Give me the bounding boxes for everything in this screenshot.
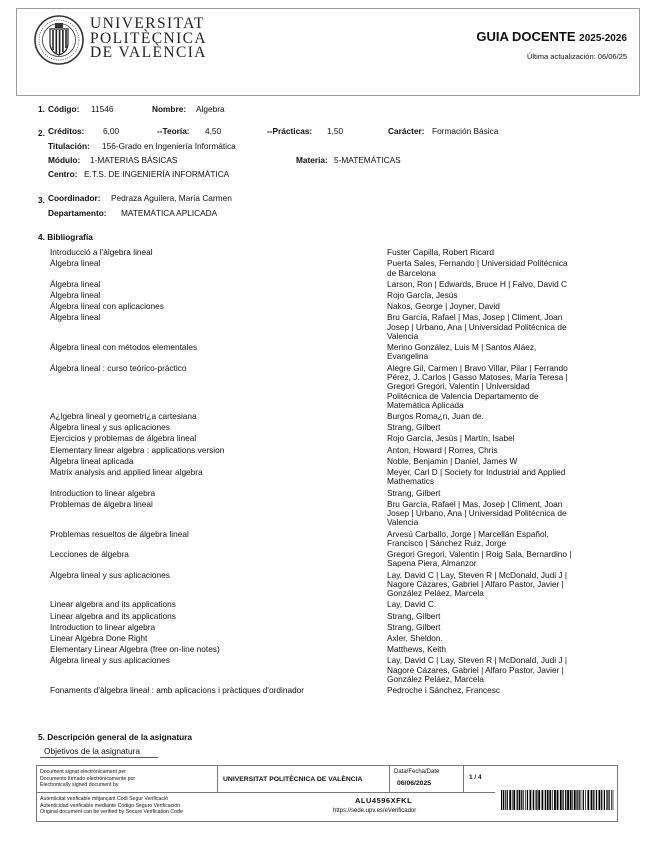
signer-cell bbox=[217, 766, 390, 792]
section-number-3: 3. bbox=[38, 195, 45, 205]
bibliography-authors: Josep | Urbano, Ana | Universidad Politécnica de bbox=[387, 321, 567, 332]
bibliography-authors: Strang, Gilbert bbox=[387, 422, 441, 433]
bibliography-authors: Axler, Sheldon. bbox=[387, 632, 443, 643]
barcode bbox=[501, 790, 615, 810]
page-number: 1 / 4 bbox=[469, 774, 482, 781]
bibliography-authors: González Peláez, Marcela bbox=[387, 673, 484, 684]
university-name bbox=[90, 17, 207, 61]
bibliography-authors: Bru García, Rafael | Mas, Josep | Climent, Joan bbox=[387, 498, 563, 509]
university-name-line: UNIVERSITAT bbox=[90, 15, 205, 32]
bibliography-authors: Merino González, Luis M | Santos Aláez, bbox=[387, 342, 537, 353]
section-number-1: 1. bbox=[38, 104, 45, 114]
bibliography-title: Ejercicios y problemas de álgebra lineal bbox=[50, 433, 197, 444]
bibliography-title: Problemas resueltos de álgebra lineal bbox=[50, 528, 189, 539]
coordinador-value: Pedraza Aguilera, María Carmen bbox=[111, 193, 232, 203]
modulo-label: Módulo: bbox=[48, 155, 81, 165]
bibliography-title: Álgebra lineal y sus aplicaciones bbox=[50, 422, 170, 433]
bibliography-authors: Strang, Gilbert bbox=[387, 610, 441, 621]
footer-divider bbox=[37, 792, 495, 793]
guide-title bbox=[476, 29, 627, 44]
bibliography-authors: Mathematics bbox=[387, 476, 435, 487]
bibliography-title: Elementary linear algebra : applications version bbox=[50, 444, 225, 455]
nombre-value: Algebra bbox=[196, 104, 225, 114]
date-label: Data/Fecha/Date bbox=[394, 769, 440, 775]
nombre-label: Nombre: bbox=[152, 104, 187, 114]
bibliography-authors: Strang, Gilbert bbox=[387, 621, 441, 632]
bibliography-title: Linear algebra and its applications bbox=[50, 599, 176, 610]
verification-line: Autenticidad verificable mediante Código Seguro Verificación bbox=[40, 802, 181, 809]
practicas-value: 1,50 bbox=[327, 126, 344, 136]
guide-title-text: GUIA DOCENTE bbox=[476, 29, 576, 44]
bibliography-authors: Bru García, Rafael | Mas, Josep | Climent, Joan bbox=[387, 312, 563, 323]
modulo-value: 1-MATERIAS BÁSICAS bbox=[90, 155, 178, 165]
teoria-label: --Teoría: bbox=[157, 126, 190, 136]
centro-label: Centro: bbox=[48, 169, 78, 179]
bibliography-title: Matrix analysis and applied linear algebra bbox=[50, 467, 203, 477]
centro-value: E.T.S. DE INGENIERÍA INFORMÁTICA bbox=[84, 169, 230, 179]
section-number-2: 2. bbox=[38, 128, 45, 138]
signer-name: UNIVERSITAT POLITÈCNICA DE VALÈNCIA bbox=[223, 776, 363, 783]
bibliography-authors: Valencia bbox=[387, 517, 419, 528]
bibliography-authors: Larson, Ron | Edwards, Bruce H | Falvo, David C bbox=[387, 278, 567, 289]
departamento-value: MATEMÁTICA APLICADA bbox=[121, 208, 218, 218]
creditos-value: 6,00 bbox=[103, 126, 120, 136]
signature-date: 06/06/2025 bbox=[397, 780, 432, 787]
bibliography-authors: Strang, Gilbert bbox=[387, 487, 441, 498]
bibliography-authors: González Peláez, Marcela bbox=[387, 588, 484, 599]
bibliography-title: Fonaments d'àlgebra lineal : amb aplicacions i pràctiques d'ordinador bbox=[50, 685, 305, 696]
bibliography-authors: Lay, David C. bbox=[387, 599, 437, 610]
bibliography-authors: Francisco | Sánchez Ruiz, Jorge bbox=[387, 537, 507, 548]
codigo-label: Código: bbox=[48, 104, 80, 114]
bibliography-authors: Gregori Gregori, Valentín | Roig Sala, Bernardino | bbox=[387, 549, 572, 559]
bibliography-authors: Nakos, George | Joyner, David bbox=[387, 301, 500, 312]
bibliography-authors: Lay, David C | Lay, Steven R | McDonald, Judi J | bbox=[387, 655, 568, 666]
materia-label: Materia: bbox=[296, 155, 328, 165]
objectives-underline bbox=[40, 757, 158, 758]
bibliography-authors: Puerta Sales, Fernando | Universidad Politécnica bbox=[387, 258, 568, 269]
caracter-label: Carácter: bbox=[388, 126, 425, 136]
bibliography-title: Álgebra lineal y sus aplicaciones bbox=[50, 655, 170, 666]
codigo-value: 11546 bbox=[91, 104, 114, 114]
materia-value: 5-MATEMÁTICAS bbox=[334, 155, 401, 165]
bibliography-authors: Valencia bbox=[387, 330, 419, 341]
bibliography-title: Álgebra lineal con aplicaciones bbox=[50, 301, 164, 312]
bibliography-title: Álgebra lineal con métodos elementales bbox=[50, 342, 198, 353]
verification-line: Original document can be verified by Secure Verification Code bbox=[40, 809, 183, 815]
verification-line: Autenticitat verificable mitjançant Codi Segur Verificació bbox=[40, 796, 169, 802]
bibliography-authors: Evangelina bbox=[387, 351, 429, 362]
university-seal-logo bbox=[34, 15, 84, 65]
bibliography-title: A¿lgebra lineal y geometri¿a cartesiana bbox=[50, 411, 197, 421]
bibliography-authors: Gregori Gregori, Valentín | Universidad bbox=[387, 381, 530, 392]
bibliography-authors: Noble, Benjamin | Daniel, James W bbox=[387, 455, 518, 466]
academic-year: 2025-2026 bbox=[579, 33, 627, 44]
bibliography-authors: Fuster Capilla, Robert Ricard bbox=[387, 247, 494, 257]
bibliography-title: Lecciones de álgebra bbox=[50, 549, 129, 559]
bibliography-title: Linear algebra and its applications bbox=[50, 610, 176, 621]
bibliography-title: Álgebra lineal bbox=[50, 289, 101, 300]
bibliography-title: Introducció a l'àlgebra lineal bbox=[50, 247, 153, 257]
bibliography-title: Álgebra lineal aplicada bbox=[50, 455, 134, 466]
verification-url[interactable]: https://sede.upv.es/eVerificador bbox=[333, 808, 417, 814]
coordinador-label: Coordinador: bbox=[48, 193, 101, 203]
bibliography-authors: Politécnica de Valencia Departamento de bbox=[387, 390, 539, 401]
signed-by-line: Document signat electrònicament per bbox=[40, 769, 126, 775]
titulacion-value: 156-Grado en Ingeniería Informática bbox=[102, 141, 236, 151]
departamento-label: Departamento: bbox=[48, 208, 107, 218]
bibliography-title: Introduction to linear algebra bbox=[50, 621, 156, 632]
last-update: Última actualización: 06/06/25 bbox=[526, 52, 627, 61]
bibliography-authors: Alegre Gil, Carmen | Bravo Villar, Pilar | Ferrando bbox=[387, 362, 568, 373]
caracter-value: Formación Básica bbox=[432, 126, 499, 136]
bibliography-authors: Burgos Roma¿n, Juan de. bbox=[387, 411, 484, 421]
date-cell bbox=[389, 766, 464, 792]
bibliography-authors: Rojo García, Jesús | Martín, Isabel bbox=[387, 433, 515, 444]
titulacion-label: Titulación: bbox=[48, 141, 90, 151]
bibliography-title: Álgebra lineal y sus aplicaciones bbox=[50, 569, 170, 580]
signed-by-line: Documento firmado electrónicamente por bbox=[40, 775, 136, 782]
creditos-label: Créditos: bbox=[48, 126, 85, 136]
bibliography-authors: de Barcelona bbox=[387, 267, 436, 278]
signed-by-line: Electronically signed document by bbox=[40, 782, 119, 788]
bibliography-authors: Matthews, Keith bbox=[387, 644, 447, 655]
bibliography-title: Álgebra lineal : curso teórico-práctico bbox=[50, 362, 187, 373]
bibliography-title: Álgebra lineal bbox=[50, 312, 101, 323]
bibliography-title: Elementary Linear Algebra (free on-line notes) bbox=[50, 644, 220, 655]
bibliography-authors: Matemática Aplicada bbox=[387, 399, 464, 410]
bibliography-title: Linear Algebra Done Right bbox=[50, 632, 148, 643]
bibliography-authors: Arvesú Carballo, Jorge | Marcellán Español, bbox=[387, 528, 549, 539]
verification-code: ALU4596XFKL bbox=[355, 796, 413, 805]
objectives-subheading: Objetivos de la asignatura bbox=[44, 746, 140, 756]
bibliography-authors: Josep | Urbano, Ana | Universidad Politécnica de bbox=[387, 508, 567, 518]
practicas-label: --Prácticas: bbox=[267, 126, 313, 136]
bibliography-authors: Meyer, Carl D | Society for Industrial and Applied bbox=[387, 467, 566, 477]
bibliography-title: Álgebra lineal bbox=[50, 258, 101, 269]
bibliography-authors: Nagore Cázares, Gabriel | Alfaro Pastor, Javier | bbox=[387, 578, 564, 589]
bibliography-authors: Rojo García, Jesús bbox=[387, 289, 458, 300]
bibliography-title: Problemas de álgebra lineal bbox=[50, 498, 153, 509]
bibliography-authors: Lay, David C | Lay, Steven R | McDonald, Judi J | bbox=[387, 569, 568, 580]
verification-text bbox=[40, 796, 183, 816]
bibliography-authors: Sapena Piera, Almanzor bbox=[387, 558, 477, 569]
bibliography-heading: 4. Bibliografía bbox=[38, 232, 93, 242]
bibliography-authors: Pedroche i Sánchez, Francesc bbox=[387, 685, 500, 696]
bibliography-authors: Anton, Howard | Rorres, Chris bbox=[387, 444, 498, 455]
bibliography-title: Álgebra lineal bbox=[50, 278, 101, 289]
bibliography-authors: Pérez, J. Carlos | Gasso Matoses, María Teresa | bbox=[387, 371, 568, 382]
university-name-line: DE VALÈNCIA bbox=[90, 44, 207, 61]
bibliography-authors: Nagore Cázares, Gabriel | Alfaro Pastor, Javier | bbox=[387, 664, 564, 675]
signed-by-cell bbox=[37, 766, 218, 792]
university-name-line: POLITÈCNICA bbox=[90, 29, 208, 47]
description-heading: 5. Descripción general de la asignatura bbox=[38, 732, 193, 742]
teoria-value: 4,50 bbox=[205, 126, 222, 136]
bibliography-title: Introduction to linear algebra bbox=[50, 487, 156, 498]
